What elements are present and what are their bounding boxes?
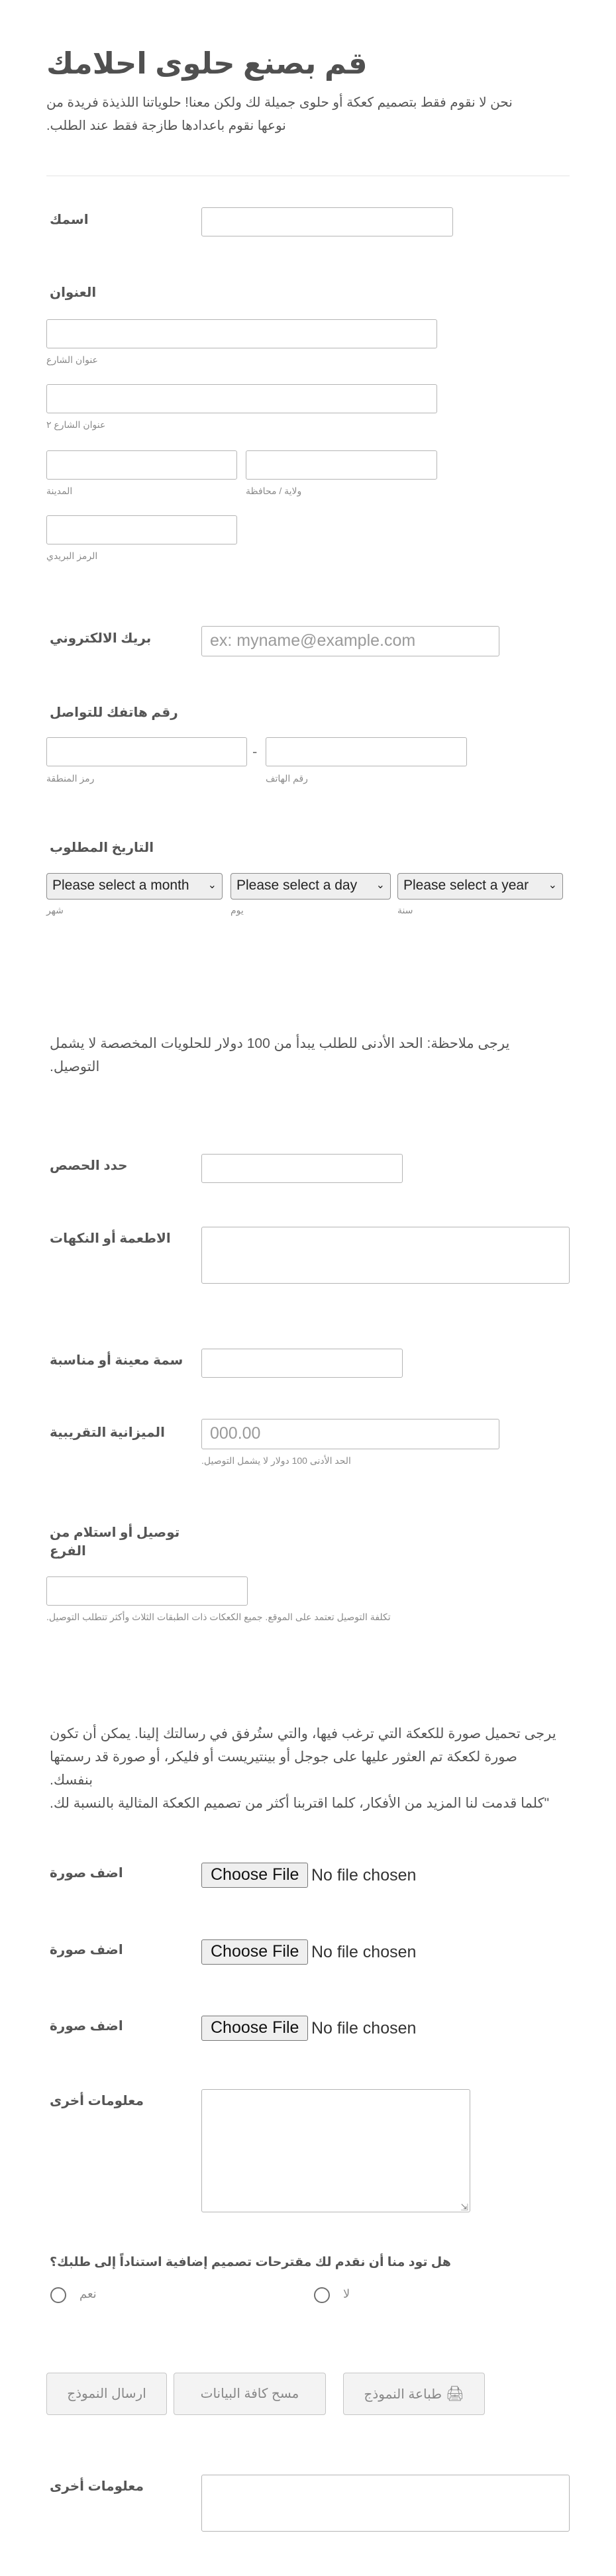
other-info-label: معلومات أخرى: [50, 2094, 144, 2108]
street-address-2-input[interactable]: [46, 384, 437, 413]
budget-input[interactable]: 000.00: [201, 1419, 499, 1449]
resize-handle-icon[interactable]: ⇲: [460, 2202, 468, 2212]
city-sublabel: المدينة: [46, 486, 73, 496]
choose-file-button-2[interactable]: Choose File: [201, 1939, 308, 1965]
description-line-2: نوعها نقوم باعدادها طازجة فقط عند الطلب.: [46, 119, 286, 133]
printer-icon: 🖨: [445, 2385, 464, 2402]
phone-number-sublabel: رقم الهاتف: [266, 773, 308, 784]
month-select-value: Please select a month: [52, 878, 189, 893]
name-label: اسمك: [50, 213, 89, 227]
day-select-value: Please select a day: [236, 878, 358, 893]
image-upload-note-line-2: صورة لكعكة تم العثور عليها على جوجل أو بينتيريست أو فليكر، أو صورة قد رسمتها بنفسك.: [50, 1749, 517, 1788]
email-input[interactable]: ex: myname@example.com: [201, 626, 499, 656]
year-sublabel: سنة: [397, 905, 413, 915]
minimum-order-note-line-1: يرجى ملاحظة: الحد الأدنى للطلب يبدأ من 100 دولار للحلويات المخصصة لا يشمل: [50, 1036, 510, 1051]
image-upload-note-line-3: "كلما قدمت لنا المزيد من الأفكار، كلما اقتربنا أكثر من تصميم الكعكة المثالية بالنسبة لك.: [50, 1796, 550, 1811]
print-button[interactable]: [343, 2373, 485, 2415]
day-select[interactable]: [231, 873, 391, 900]
phone-label: رقم هاتفك للتواصل: [50, 705, 178, 720]
servings-label: حدد الحصص: [50, 1159, 128, 1173]
street-address-sublabel: عنوان الشارع: [46, 354, 98, 365]
month-select[interactable]: [46, 873, 223, 900]
minimum-order-note: [50, 1032, 560, 1078]
state-input[interactable]: [246, 450, 437, 480]
month-sublabel: شهر: [46, 905, 64, 915]
clear-button[interactable]: مسح كافة البيانات: [174, 2373, 326, 2415]
city-input[interactable]: [46, 450, 237, 480]
other-info-2-label: معلومات أخرى: [50, 2479, 144, 2494]
file-status-1: No file chosen: [311, 1866, 417, 1884]
state-sublabel: ولاية / محافظة: [246, 486, 302, 496]
street-address-input[interactable]: [46, 319, 437, 348]
name-input[interactable]: [201, 207, 453, 236]
chevron-down-icon: ⌄: [376, 880, 385, 891]
budget-sublabel: الحد الأدنى 100 دولار لا يشمل التوصيل.: [201, 1455, 351, 1466]
other-info-2-textarea[interactable]: [201, 2475, 570, 2532]
description-line-1: نحن لا نقوم فقط بتصميم كعكة أو حلوى جميلة لك ولكن معنا! حلوياتنا اللذيذة فريدة من: [46, 95, 513, 110]
file-status-3: No file chosen: [311, 2019, 417, 2037]
submit-button[interactable]: ارسال النموذج: [46, 2373, 167, 2415]
minimum-order-note-line-2: التوصيل.: [50, 1059, 100, 1074]
chevron-down-icon: ⌄: [207, 880, 217, 891]
image-upload-note-line-1: يرجى تحميل صورة للكعكة التي ترغب فيها، والتي ستُرفق في رسالتك إلينا. يمكن أن تكون: [50, 1726, 556, 1741]
delivery-sublabel: تكلفة التوصيل تعتمد على الموقع. جميع الكعكات ذات الطبقات الثلاث وأكثر تتطلب التوصيل.: [46, 1612, 391, 1622]
area-code-input[interactable]: [46, 737, 247, 766]
upload-label-2: اضف صورة: [50, 1943, 123, 1957]
upload-label-3: اضف صورة: [50, 2019, 123, 2034]
delivery-select[interactable]: [46, 1576, 248, 1606]
delivery-label-line-1: توصيل أو استلام من: [50, 1525, 180, 1540]
budget-label: الميزانية التقريبية: [50, 1425, 165, 1440]
choose-file-button-1[interactable]: Choose File: [201, 1863, 308, 1888]
servings-input[interactable]: [201, 1154, 403, 1183]
image-upload-note: [50, 1722, 560, 1815]
radio-no[interactable]: [314, 2287, 330, 2303]
theme-input[interactable]: [201, 1349, 403, 1378]
area-code-sublabel: رمز المنطقة: [46, 773, 95, 784]
flavors-label: الاطعمة أو النكهات: [50, 1231, 171, 1246]
print-button-label: طباعة النموذج: [364, 2387, 442, 2402]
address-label: العنوان: [50, 285, 97, 300]
delivery-label-line-2: الفرع: [50, 1544, 86, 1559]
zip-sublabel: الرمز البريدي: [46, 550, 98, 561]
radio-yes[interactable]: [50, 2287, 66, 2303]
page-title: قم بصنع حلوى احلامك: [46, 46, 368, 80]
file-status-2: No file chosen: [311, 1943, 417, 1961]
year-select-value: Please select a year: [403, 878, 529, 893]
radio-yes-label: نعم: [79, 2287, 97, 2300]
email-label: بريك الالكتروني: [50, 631, 152, 646]
street-address-2-sublabel: عنوان الشارع ٢: [46, 419, 106, 430]
suggestions-question: هل تود منا أن نقدم لك مقترحات تصميم إضافية استناداً إلى طلبك؟: [50, 2255, 451, 2269]
zip-input[interactable]: [46, 515, 237, 544]
date-label: التاريخ المطلوب: [50, 841, 154, 855]
other-info-textarea[interactable]: [201, 2089, 470, 2212]
phone-number-input[interactable]: [266, 737, 467, 766]
choose-file-button-3[interactable]: Choose File: [201, 2016, 308, 2041]
theme-label: سمة معينة أو مناسبة: [50, 1353, 183, 1368]
year-select[interactable]: [397, 873, 563, 900]
upload-label-1: اضف صورة: [50, 1866, 123, 1880]
phone-separator: -: [252, 743, 258, 760]
flavors-textarea[interactable]: [201, 1227, 570, 1284]
delivery-label: [50, 1523, 195, 1561]
chevron-down-icon: ⌄: [548, 880, 557, 891]
day-sublabel: يوم: [231, 905, 244, 915]
form-description: [46, 91, 556, 138]
radio-no-label: لا: [343, 2287, 350, 2300]
